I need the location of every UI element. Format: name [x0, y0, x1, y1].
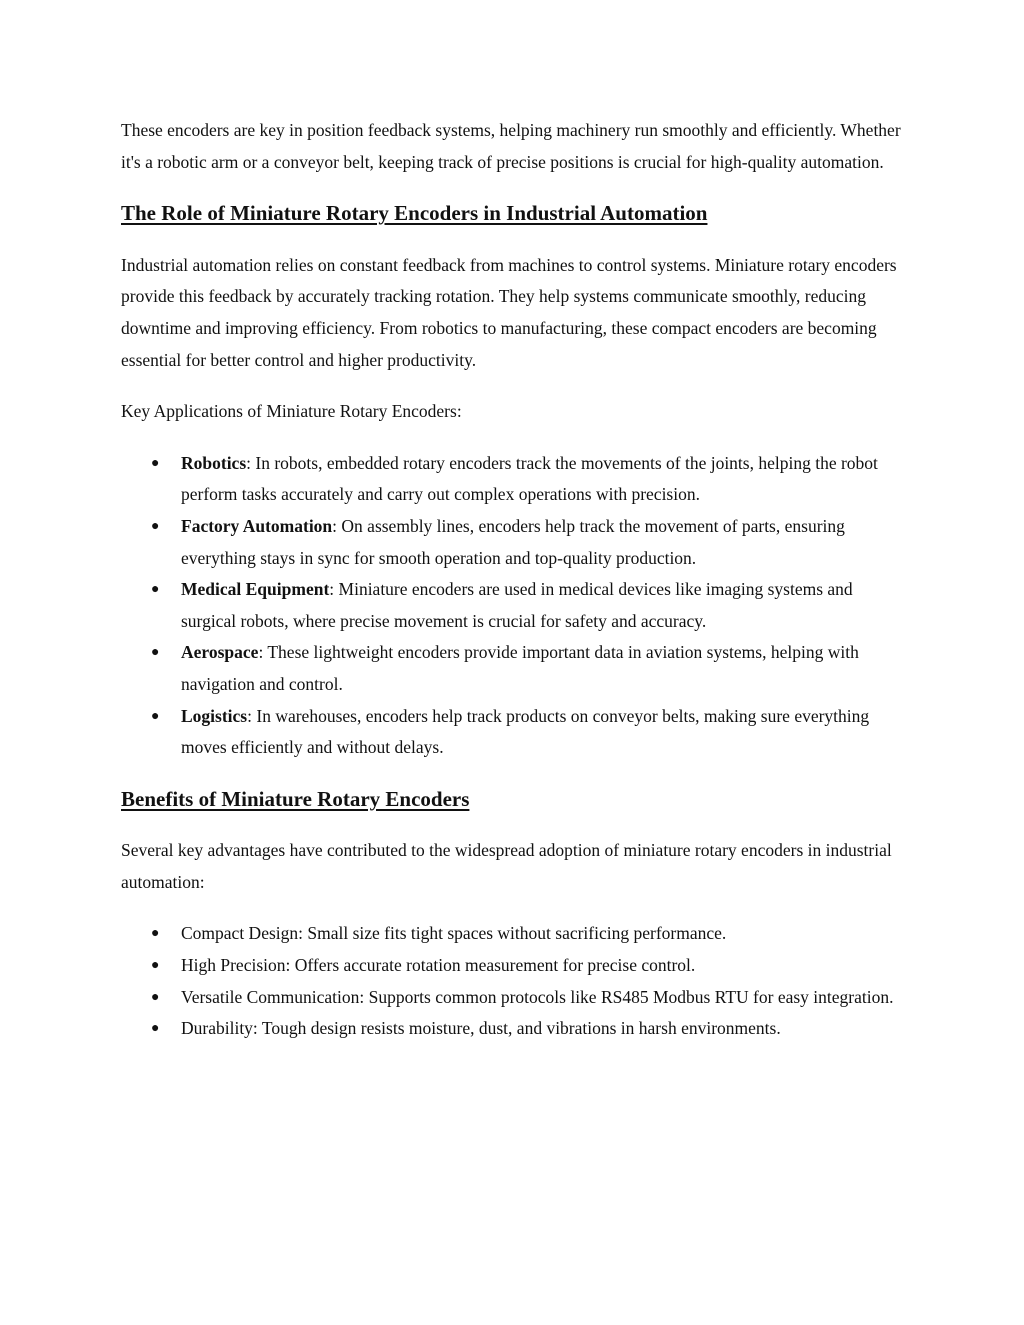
bullet-icon: ●: [151, 958, 160, 974]
list-item-medical-equipment: [121, 574, 911, 637]
list-item-term: Logistics: [181, 705, 248, 726]
list-item-text: Durability: Tough design resists moisture, dust, and vibrations in harsh environments.: [181, 1018, 781, 1039]
list-item-compact-design: [121, 918, 911, 950]
bullet-icon: ●: [151, 518, 160, 534]
list-item-text: : Miniature encoders are used in medical devices like imaging systems and surgical robots, where precise movement is crucial for safety and accuracy.: [181, 579, 853, 631]
bullet-icon: ●: [151, 455, 160, 471]
list-item-term: Medical Equipment: [181, 579, 330, 600]
list-item-term: Factory Automation: [181, 515, 333, 536]
list-item-term: Aerospace: [181, 642, 259, 663]
benefits-list: [121, 918, 911, 1044]
list-item-factory-automation: [121, 511, 911, 574]
benefits-paragraph: Several key advantages have contributed to the widespread adoption of miniature rotary encoders in industrial automation:: [121, 840, 892, 892]
list-item-high-precision: [121, 950, 911, 982]
list-item-aerospace: [121, 637, 911, 700]
section-heading-role: The Role of Miniature Rotary Encoders in Industrial Automation: [121, 201, 708, 226]
list-item-text: High Precision: Offers accurate rotation measurement for precise control.: [181, 955, 696, 976]
role-paragraph: Industrial automation relies on constant feedback from machines to control systems. Miniature rotary encoders provide this feedback by accurately tracking rotation. They help systems communicate smoothly, reducing downtime and improving efficiency. From robotics to manufacturing, these compact encoders are becoming essential for better control and higher productivity.: [121, 254, 897, 370]
list-item-durability: [121, 1013, 911, 1045]
document-page: [121, 115, 911, 1065]
bullet-icon: ●: [151, 989, 160, 1005]
list-item-logistics: [121, 701, 911, 764]
list-item-robotics: [121, 448, 911, 511]
bullet-icon: ●: [151, 708, 160, 724]
bullet-icon: ●: [151, 645, 160, 661]
intro-paragraph: These encoders are key in position feedback systems, helping machinery run smoothly and efficiently. Whether it's a robotic arm or a conveyor belt, keeping track of precise positions is crucial for high-quality automation.: [121, 120, 901, 172]
list-item-text: : On assembly lines, encoders help track the movement of parts, ensuring everything stays in sync for smooth operation and top-quality production.: [181, 515, 845, 568]
applications-list: [121, 448, 911, 764]
section-heading-benefits: Benefits of Miniature Rotary Encoders: [121, 786, 470, 811]
bullet-icon: ●: [151, 582, 160, 598]
list-item-text: : These lightweight encoders provide important data in aviation systems, helping with navigation and control.: [181, 642, 859, 694]
bullet-icon: ●: [151, 1021, 160, 1037]
list-item-text: : In robots, embedded rotary encoders track the movements of the joints, helping the robot perform tasks accurately and carry out complex operations with precision.: [181, 452, 878, 505]
list-item-text: Versatile Communication: Supports common protocols like RS485 Modbus RTU for easy integration.: [181, 986, 894, 1007]
list-item-text: : In warehouses, encoders help track products on conveyor belts, making sure everything moves efficiently and without delays.: [181, 705, 870, 758]
list-item-term: Robotics: [181, 452, 247, 473]
list-item-text: Compact Design: Small size fits tight spaces without sacrificing performance.: [181, 923, 727, 944]
applications-intro: Key Applications of Miniature Rotary Encoders:: [121, 401, 462, 422]
list-item-versatile-communication: [121, 982, 911, 1014]
bullet-icon: ●: [151, 926, 160, 942]
